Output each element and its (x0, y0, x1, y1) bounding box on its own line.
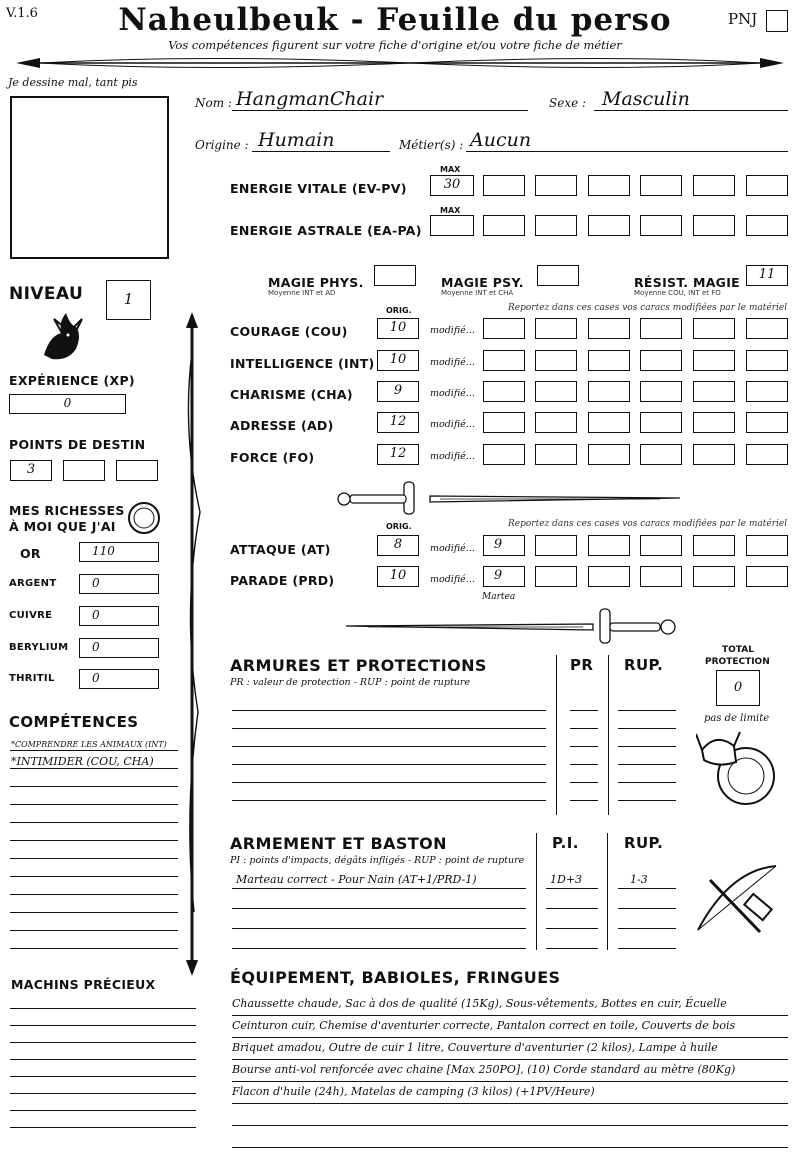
carac-orig-value: 12 (389, 446, 407, 461)
combat-mod-box[interactable] (588, 566, 630, 587)
portrait-caption: Je dessine mal, tant pis (8, 76, 138, 89)
combat-mod-box[interactable] (746, 566, 788, 587)
richesse-box[interactable] (79, 542, 159, 562)
carac-mod-box[interactable] (483, 318, 525, 339)
total-protection-value: 0 (733, 680, 743, 695)
resist-magie-note: Moyenne COU, INT et FO (634, 289, 721, 297)
carac-mod-box[interactable] (588, 350, 630, 371)
combat-orig-value: 8 (393, 537, 403, 552)
combat-mod-box[interactable] (640, 535, 682, 556)
richesse-box[interactable] (79, 669, 159, 689)
niveau-value: 1 (123, 290, 134, 308)
ea-max-box[interactable] (430, 215, 474, 236)
combat-label: ATTAQUE (AT) (230, 542, 331, 557)
modifie-label: modifié... (430, 325, 475, 336)
carac-mod-box[interactable] (483, 412, 525, 433)
ea-track-box-6[interactable] (746, 215, 788, 236)
resist-magie-value: 11 (758, 267, 776, 282)
carac-mod-box[interactable] (746, 412, 788, 433)
ev-track-box-1[interactable] (483, 175, 525, 196)
armure-rup-line (618, 728, 676, 729)
combat-mod-value: 9 (493, 568, 503, 583)
carac-mod-box[interactable] (588, 444, 630, 465)
arme-name[interactable]: Marteau correct - Pour Nain (AT+1/PRD-1) (236, 873, 477, 886)
total-protection-label-2: PROTECTION (705, 657, 770, 667)
richesse-box[interactable] (79, 574, 159, 594)
machin-line (10, 1110, 196, 1111)
sexe-value[interactable]: Masculin (602, 88, 690, 110)
richesses-label-2: À MOI QUE J'AI (9, 519, 116, 534)
ev-max-label: MAX (440, 165, 461, 174)
arme-line (232, 908, 526, 909)
competence-line (10, 876, 178, 877)
ev-max-value: 30 (443, 177, 461, 192)
nom-value[interactable]: HangmanChair (236, 88, 384, 110)
ev-track-box-6[interactable] (746, 175, 788, 196)
richesse-box[interactable] (79, 606, 159, 626)
competence-item[interactable]: *COMPRENDRE LES ANIMAUX (INT) (11, 740, 167, 749)
arme-rup-line (618, 888, 676, 889)
metier-label: Métier(s) : (399, 138, 464, 152)
magie-phys-note: Moyenne INT et AD (268, 289, 336, 297)
subtitle: Vos compétences figurent sur votre fiche d'origine et/ou votre fiche de métier (168, 38, 622, 52)
armure-line (232, 710, 546, 711)
modifie-label: modifié... (430, 574, 475, 585)
combat-orig-label: ORIG. (386, 522, 412, 531)
machin-line (10, 1025, 196, 1026)
nom-label: Nom : (195, 96, 232, 110)
combat-mod-value: 9 (493, 537, 503, 552)
machins-label: MACHINS PRÉCIEUX (11, 977, 156, 992)
armement-divider-1 (536, 833, 537, 950)
combat-orig-value: 10 (389, 568, 407, 583)
ea-max-label: MAX (440, 206, 461, 215)
richesses-label-1: MES RICHESSES (9, 503, 125, 518)
portrait-frame[interactable] (10, 96, 169, 259)
armure-pr-line (570, 764, 598, 765)
ea-label: ENERGIE ASTRALE (EA-PA) (230, 223, 422, 238)
ea-track-box-4[interactable] (640, 215, 682, 236)
sword-illustration (330, 478, 690, 518)
arme-line (232, 928, 526, 929)
carac-mod-box[interactable] (746, 381, 788, 402)
carac-orig-value: 10 (389, 320, 407, 335)
carac-note: Reportez dans ces cases vos caracs modifiées par le matériel (508, 303, 788, 313)
modifie-label: modifié... (430, 388, 475, 399)
armement-note: PI : points d'impacts, dégâts infligés - RUP : point de rupture (230, 855, 525, 866)
competence-line (10, 930, 178, 931)
armement-rup-header: RUP. (624, 834, 664, 852)
ea-track-box-5[interactable] (693, 215, 735, 236)
combat-weapon-note: Martea (482, 592, 516, 602)
weapons-icon (690, 860, 786, 940)
richesse-box[interactable] (79, 638, 159, 658)
carac-mod-box[interactable] (693, 412, 735, 433)
shield-helmet-icon (696, 728, 786, 808)
magie-psy-box[interactable] (537, 265, 579, 286)
destin-value: 3 (26, 462, 36, 477)
armure-line (232, 746, 546, 747)
carac-mod-box[interactable] (483, 444, 525, 465)
richesse-label: BERYLIUM (9, 642, 69, 653)
carac-mod-box[interactable] (640, 444, 682, 465)
origine-label: Origine : (195, 138, 249, 152)
competence-line (10, 948, 178, 949)
equipement-row[interactable]: Chaussette chaude, Sac à dos de qualité (15Kg), Sous-vêtements, Bottes en cuir, Écuelle (232, 994, 788, 1016)
armure-line (232, 782, 546, 783)
armure-pr-line (570, 710, 598, 711)
destin-box[interactable] (116, 460, 158, 481)
armure-rup-line (618, 782, 676, 783)
machin-line (10, 1076, 196, 1077)
equipement-row[interactable] (232, 1104, 788, 1126)
origine-line (252, 151, 390, 152)
arme-pi-line (546, 908, 598, 909)
armement-divider-2 (607, 833, 608, 950)
origine-value[interactable]: Humain (258, 129, 335, 151)
carac-mod-box[interactable] (535, 318, 577, 339)
combat-mod-box[interactable] (640, 566, 682, 587)
carac-mod-box[interactable] (640, 350, 682, 371)
richesse-label: THRITIL (9, 673, 55, 684)
armure-line (232, 728, 546, 729)
richesse-value: 0 (92, 640, 100, 654)
carac-mod-box[interactable] (693, 350, 735, 371)
modifie-label: modifié... (430, 357, 475, 368)
competence-line (10, 804, 178, 805)
combat-mod-box[interactable] (746, 535, 788, 556)
metier-line (466, 151, 788, 152)
carac-orig-value: 10 (389, 352, 407, 367)
carac-mod-box[interactable] (588, 318, 630, 339)
coin-icon (126, 500, 162, 536)
armure-line (232, 764, 546, 765)
armement-title: ARMEMENT ET BASTON (230, 834, 447, 853)
arme-rup-line (618, 948, 676, 949)
combat-mod-box[interactable] (588, 535, 630, 556)
armures-note: PR : valeur de protection - RUP : point de rupture (230, 677, 471, 688)
equipement-row[interactable]: Flacon d'huile (24h), Matelas de camping (3 kilos) (+1PV/Heure) (232, 1082, 788, 1104)
modifie-label: modifié... (430, 451, 475, 462)
armure-pr-line (570, 782, 598, 783)
destin-box[interactable] (63, 460, 105, 481)
richesse-value: 0 (92, 576, 100, 590)
equipement-row[interactable] (232, 1126, 788, 1148)
ea-track-box-1[interactable] (483, 215, 525, 236)
ev-label: ENERGIE VITALE (EV-PV) (230, 181, 407, 196)
competence-line (10, 786, 178, 787)
carac-mod-box[interactable] (640, 381, 682, 402)
armures-divider-2 (608, 655, 609, 815)
ev-track-box-3[interactable] (588, 175, 630, 196)
carac-mod-box[interactable] (693, 318, 735, 339)
header-spear-ornament (10, 50, 790, 76)
equipement-row[interactable]: Bourse anti-vol renforcée avec chaine [Max 250PO], (10) Corde standard au mètre (80Kg) (232, 1060, 788, 1082)
protection-limit-note: pas de limite (704, 713, 770, 724)
richesse-label: CUIVRE (9, 610, 53, 621)
arme-rup[interactable]: 1-3 (630, 873, 648, 886)
magie-psy-note: Moyenne INT et CHA (441, 289, 514, 297)
armement-pi-header: P.I. (552, 834, 579, 852)
richesse-value: 0 (92, 671, 100, 685)
pnj-label: PNJ (728, 10, 758, 28)
carac-orig-value: 9 (393, 383, 403, 398)
niveau-label: NIVEAU (9, 284, 84, 304)
armures-rup-header: RUP. (624, 656, 664, 674)
equipement-title: ÉQUIPEMENT, BABIOLES, FRINGUES (230, 968, 561, 987)
equipement-row[interactable]: Ceinturon cuir, Chemise d'aventurier correcte, Pantalon correct en toile, Couverts de bois (232, 1016, 788, 1038)
carac-label: FORCE (FO) (230, 450, 315, 465)
combat-mod-box[interactable] (693, 566, 735, 587)
metier-value[interactable]: Aucun (470, 129, 532, 151)
carac-mod-box[interactable] (535, 412, 577, 433)
richesse-value: 0 (92, 608, 100, 622)
armure-rup-line (618, 800, 676, 801)
carac-mod-box[interactable] (640, 412, 682, 433)
sexe-label: Sexe : (549, 96, 587, 110)
carac-label: ADRESSE (AD) (230, 418, 334, 433)
carac-mod-box[interactable] (535, 350, 577, 371)
arme-pi-line (546, 928, 598, 929)
richesse-label: OR (20, 546, 41, 561)
machin-line (10, 1093, 196, 1094)
xp-label: EXPÉRIENCE (XP) (9, 373, 135, 388)
carac-mod-box[interactable] (483, 350, 525, 371)
ev-track-box-2[interactable] (535, 175, 577, 196)
carac-mod-box[interactable] (483, 381, 525, 402)
version-label: V.1.6 (6, 6, 38, 21)
richesse-value: 110 (92, 544, 115, 558)
armure-line (232, 800, 546, 801)
carac-mod-box[interactable] (588, 381, 630, 402)
total-protection-label-1: TOTAL (722, 645, 754, 655)
armure-pr-line (570, 728, 598, 729)
carac-label: COURAGE (COU) (230, 324, 348, 339)
combat-note: Reportez dans ces cases vos caracs modifiées par le matériel (508, 519, 788, 529)
page-title: Naheulbeuk - Feuille du perso (118, 2, 672, 38)
magie-phys-label: MAGIE PHYS. (268, 275, 364, 290)
competence-line (10, 858, 178, 859)
modifie-label: modifié... (430, 543, 475, 554)
arme-pi-line (546, 888, 598, 889)
ev-track-box-4[interactable] (640, 175, 682, 196)
carac-mod-box[interactable] (535, 381, 577, 402)
staff-illustration (180, 312, 204, 977)
ev-track-box-5[interactable] (693, 175, 735, 196)
arme-rup-line (618, 908, 676, 909)
sexe-line (594, 110, 788, 111)
armure-pr-line (570, 800, 598, 801)
carac-mod-box[interactable] (746, 318, 788, 339)
competence-item[interactable]: *INTIMIDER (COU, CHA) (11, 755, 154, 768)
armures-divider-1 (556, 655, 557, 815)
armures-pr-header: PR (570, 656, 594, 674)
machin-line (10, 1127, 196, 1128)
arme-line (232, 948, 526, 949)
destin-label: POINTS DE DESTIN (9, 437, 146, 452)
carac-mod-box[interactable] (535, 444, 577, 465)
competence-line (10, 750, 178, 751)
machin-line (10, 1008, 196, 1009)
equipement-row[interactable]: Briquet amadou, Outre de cuir 1 litre, Couverture d'aventurier (2 kilos), Lampe à huile (232, 1038, 788, 1060)
competences-title: COMPÉTENCES (9, 713, 139, 731)
carac-mod-box[interactable] (746, 444, 788, 465)
competence-line (10, 768, 178, 769)
combat-mod-box[interactable] (535, 535, 577, 556)
carac-mod-box[interactable] (693, 444, 735, 465)
arme-pi[interactable]: 1D+3 (550, 873, 583, 886)
arme-line (232, 888, 526, 889)
competence-line (10, 912, 178, 913)
carac-mod-box[interactable] (693, 381, 735, 402)
carac-label: CHARISME (CHA) (230, 387, 353, 402)
carac-mod-box[interactable] (746, 350, 788, 371)
xp-value: 0 (63, 396, 72, 410)
armure-pr-line (570, 746, 598, 747)
competence-line (10, 894, 178, 895)
nom-line (232, 110, 528, 111)
sword-illustration-2 (338, 606, 683, 646)
magie-psy-label: MAGIE PSY. (441, 275, 524, 290)
carac-mod-box[interactable] (588, 412, 630, 433)
competence-line (10, 840, 178, 841)
machin-line (10, 1042, 196, 1043)
pnj-checkbox[interactable] (766, 10, 788, 32)
modifie-label: modifié... (430, 419, 475, 430)
magie-phys-box[interactable] (374, 265, 416, 286)
armure-rup-line (618, 746, 676, 747)
combat-label: PARADE (PRD) (230, 573, 335, 588)
armures-title: ARMURES ET PROTECTIONS (230, 656, 487, 675)
dragon-icon (36, 305, 86, 365)
richesse-label: ARGENT (9, 578, 57, 589)
resist-magie-label: RÉSIST. MAGIE (634, 275, 741, 290)
ea-track-box-2[interactable] (535, 215, 577, 236)
arme-rup-line (618, 928, 676, 929)
carac-label: INTELLIGENCE (INT) (230, 356, 375, 371)
armure-rup-line (618, 764, 676, 765)
combat-mod-box[interactable] (535, 566, 577, 587)
arme-pi-line (546, 948, 598, 949)
ea-track-box-3[interactable] (588, 215, 630, 236)
combat-mod-box[interactable] (693, 535, 735, 556)
machin-line (10, 1059, 196, 1060)
carac-mod-box[interactable] (640, 318, 682, 339)
competence-line (10, 822, 178, 823)
armure-rup-line (618, 710, 676, 711)
carac-orig-value: 12 (389, 414, 407, 429)
carac-orig-label: ORIG. (386, 306, 412, 315)
